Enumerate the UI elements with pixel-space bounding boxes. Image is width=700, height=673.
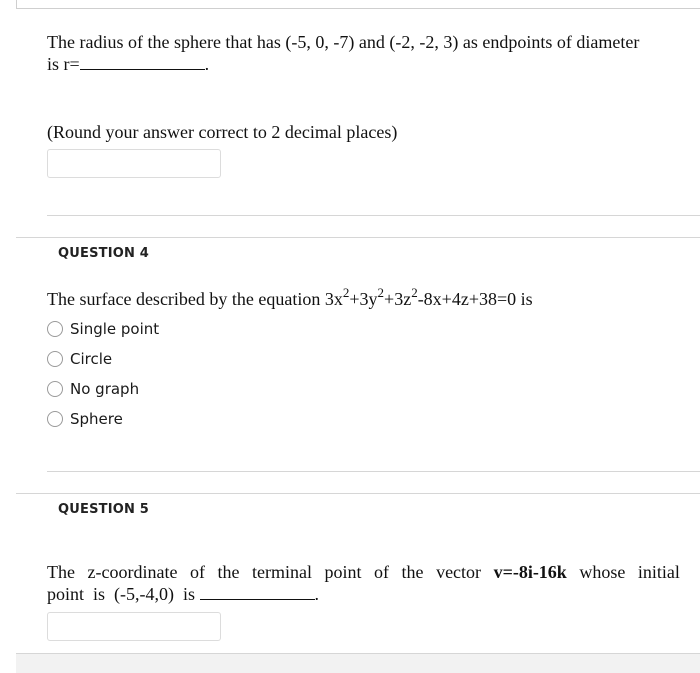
word: point bbox=[324, 562, 362, 582]
word: of bbox=[374, 562, 390, 582]
question-4-prompt bbox=[47, 285, 533, 310]
option-circle[interactable] bbox=[47, 347, 112, 371]
option-sphere[interactable] bbox=[47, 407, 123, 431]
word: the bbox=[217, 562, 240, 582]
divider bbox=[47, 215, 700, 216]
radio-button[interactable] bbox=[47, 411, 63, 427]
question-5-line-1 bbox=[47, 561, 680, 583]
question-3-line-2-suffix: . bbox=[204, 54, 210, 74]
option-label: Single point bbox=[70, 320, 160, 338]
divider bbox=[47, 471, 700, 472]
question-3-blank bbox=[80, 55, 205, 70]
question-3-answer-input[interactable] bbox=[47, 149, 221, 178]
word: initial bbox=[637, 562, 680, 582]
option-no-graph[interactable] bbox=[47, 377, 139, 401]
option-single-point[interactable] bbox=[47, 317, 159, 341]
option-label: No graph bbox=[70, 380, 140, 398]
question-3-line-2 bbox=[47, 53, 687, 75]
question-5-answer-input[interactable] bbox=[47, 612, 221, 641]
question-5-blank bbox=[200, 585, 315, 600]
question-4-heading: QUESTION 4 bbox=[58, 246, 150, 261]
previous-question-frame bbox=[16, 0, 700, 9]
question-4-prompt-part-2: +3y bbox=[349, 289, 378, 309]
exponent-3: 2 bbox=[411, 285, 418, 300]
word: of bbox=[189, 562, 205, 582]
word: vector bbox=[436, 562, 482, 582]
question-5-prompt bbox=[47, 561, 680, 605]
exponent-1: 2 bbox=[342, 285, 350, 300]
question-5-heading: QUESTION 5 bbox=[58, 502, 150, 517]
question-4-prompt-part-3: +3z bbox=[384, 289, 412, 309]
radio-button[interactable] bbox=[47, 351, 63, 367]
word: the bbox=[401, 562, 424, 582]
question-4-prompt-part-4: -8x+4z+38=0 is bbox=[417, 289, 533, 309]
option-label: Circle bbox=[70, 350, 113, 368]
question-5-line-2-prefix: point is (-5,-4,0) is bbox=[47, 584, 195, 604]
word: The bbox=[47, 562, 75, 582]
next-section-bar bbox=[16, 653, 700, 673]
option-label: Sphere bbox=[70, 410, 123, 428]
exponent-2: 2 bbox=[377, 285, 385, 300]
question-3-line-2-prefix: is r= bbox=[47, 54, 80, 74]
question-3-line-1: The radius of the sphere that has (-5, 0, -7) and (-2, -2, 3) as endpoints of diameter bbox=[47, 32, 640, 52]
question-5-line-2-suffix: . bbox=[314, 584, 319, 604]
word: z-coordinate bbox=[87, 562, 178, 582]
word: terminal bbox=[252, 562, 312, 582]
question-3-prompt bbox=[47, 31, 687, 75]
section-separator bbox=[16, 493, 700, 494]
vector-expression: v=-8i-16k bbox=[493, 562, 567, 582]
word: whose bbox=[579, 562, 626, 582]
radio-button[interactable] bbox=[47, 321, 63, 337]
question-4-prompt-part-1: The surface described by the equation 3x bbox=[47, 289, 343, 309]
question-5-line-2 bbox=[47, 583, 680, 605]
question-3-rounding-note: (Round your answer correct to 2 decimal places) bbox=[47, 122, 398, 142]
radio-button[interactable] bbox=[47, 381, 63, 397]
section-separator bbox=[16, 237, 700, 238]
